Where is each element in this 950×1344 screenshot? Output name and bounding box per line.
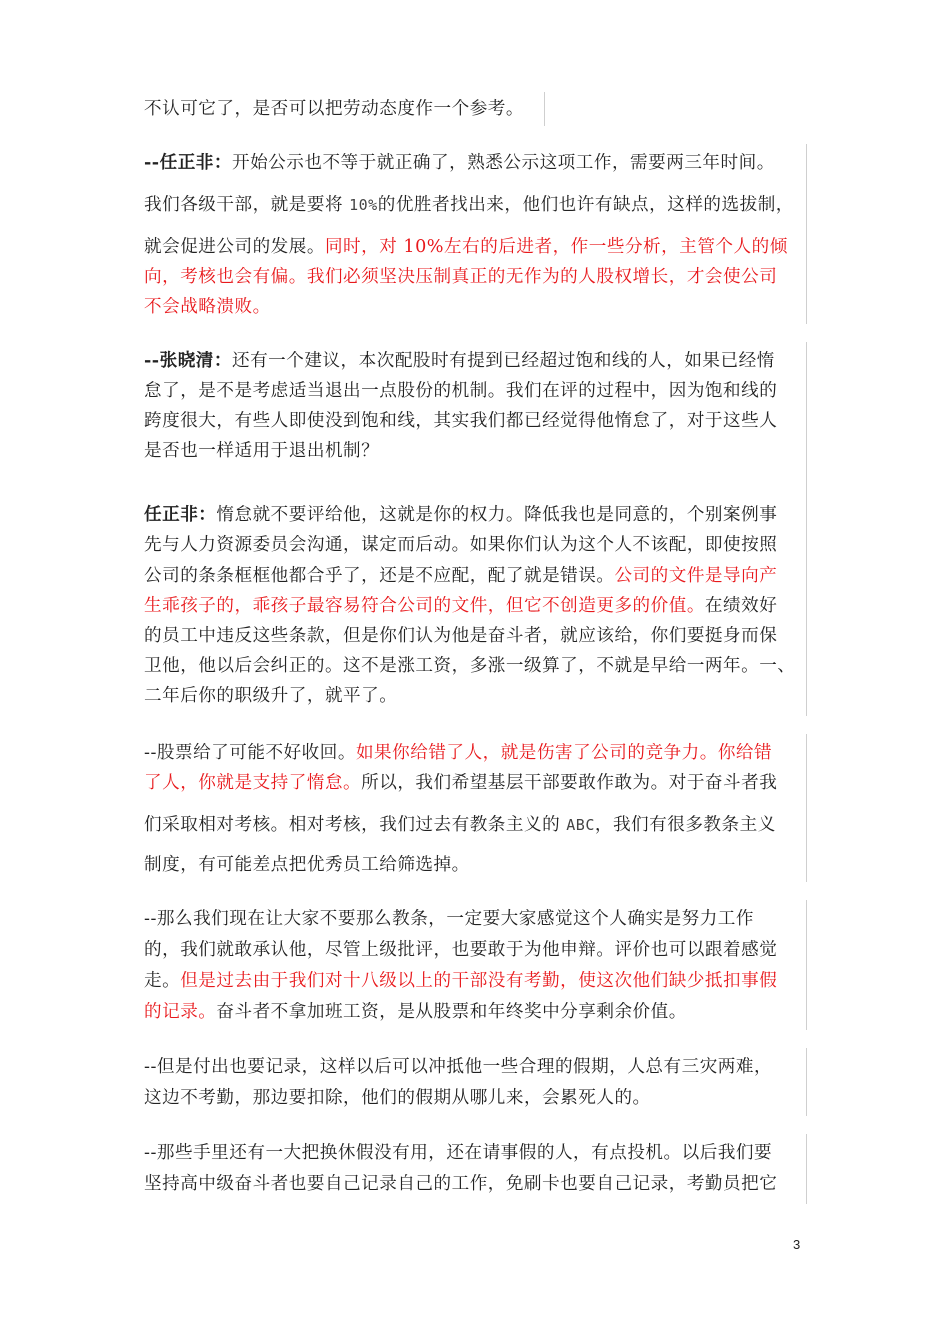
text-line [144,1001,687,1023]
text-line: 先与人力资源委员会沟通，谋定而后动。如果你们认为这个人不该配，即使按照 [144,535,778,555]
text-span: 还有一个建议，本次配股时有提到已经超过饱和线的人，如果已经惰 [231,351,775,371]
paragraph-block [142,900,807,1030]
highlight-span: 了人，你就是支持了惰怠。 [144,773,362,793]
text-line: 不认可它了，是否可以把劳动态度作一个参考。 [144,99,524,119]
text-line: 坚持高中级奋斗者也要自己记录自己的工作，免刷卡也要自己记录，考勤员把它 [144,1174,778,1194]
text-line: 这边不考勤，那边要扣除，他们的假期从哪儿来，会累死人的。 [144,1088,651,1108]
text-line [144,595,777,617]
text-span: 们采取相对考核。相对考核，我们过去有教条主义的 [144,815,567,835]
text-span: 开始公示也不等于就正确了，熟悉公示这项工作，需要两三年时间。 [231,153,775,173]
text-span: ，我们有很多教条主义 [594,815,776,835]
highlight-span: 同时，对 10%左右的后进者，作一些分析，主管个人的倾 [324,237,788,257]
paragraph-block [142,342,807,472]
text-line [144,194,794,216]
text-line [144,350,775,372]
highlight-span: 的记录。 [144,1002,217,1022]
text-span: 公司的条条框框他都合乎了，还是不应配，配了就是错误。 [144,566,615,586]
highlight-span: 生乖孩子的，乖孩子最容易符合公司的文件，但它不创造更多的价值。 [144,596,705,616]
text-span: 我们各级干部，就是要将 [144,195,350,215]
text-line: 二年后你的职级升了，就平了。 [144,686,398,706]
text-line: --但是付出也要记录，这样以后可以冲抵他一些合理的假期，人总有三灾两难， [144,1057,773,1077]
highlight-span: 但是过去由于我们对十八级以上的干部没有考勤，使这次他们缺少抵扣事假 [180,971,778,991]
text-line [144,152,775,174]
speaker-label: --张晓清： [144,350,232,371]
highlight-span: 公司的文件是导向产 [614,566,778,586]
paragraph-block [142,92,545,126]
text-line: 是否也一样适用于退出机制？ [144,441,380,461]
number-span: 10% [349,196,378,214]
text-span: 在绩效好 [704,596,778,616]
text-line: --那么我们现在让大家不要那么教条，一定要大家感觉这个人确实是努力工作 [144,909,754,929]
number-span: ABC [566,816,595,834]
text-span: 走。 [144,971,181,991]
text-line: 怠了，是不是考虑适当退出一点股份的机制。我们在评的过程中，因为饱和线的 [144,381,778,401]
text-span: 所以，我们希望基层干部要敢作敢为。对于奋斗者我 [361,773,778,793]
text-line: 制度，有可能差点把优秀员工给筛选掉。 [144,855,470,875]
text-line [144,742,772,764]
speaker-label: --任正非： [144,152,232,173]
text-line [144,236,788,258]
highlight-span: 如果你给错了人，就是伤害了公司的竞争力。你给错 [355,743,773,763]
text-line: 的，我们就敢承认他，尽管上级批评，也要敢于为他申辩。评价也可以跟着感觉 [144,940,778,960]
highlight-line: 不会战略溃败。 [144,297,271,317]
text-line: 跨度很大，有些人即使没到饱和线，其实我们都已经觉得他惰怠了，对于这些人 [144,411,778,431]
text-span: 的优胜者找出来，他们也许有缺点，这样的选拔制， [377,195,794,215]
paragraph-block [142,472,807,716]
text-line [144,814,776,836]
text-line: 的员工中违反这些条款，但是你们认为他是奋斗者，就应该给，你们要挺身而保 [144,626,778,646]
paragraph-block [142,1048,807,1116]
text-line: --那些手里还有一大把换休假没有用，还在请事假的人，有点投机。以后我们要 [144,1143,773,1163]
text-line [144,970,777,992]
paragraph-block [142,1134,807,1204]
text-line [144,504,777,526]
paragraph-block [142,734,807,882]
text-span: 惰怠就不要评给他，这就是你的权力。降低我也是同意的，个别案例事 [216,505,778,525]
paragraph-block [142,144,807,324]
speaker-label: 任正非： [144,504,217,525]
text-line [144,772,777,794]
text-line: 卫他，他以后会纠正的。这不是涨工资，多涨一级算了，不就是早给一两年。一、 [144,656,796,676]
text-span: 就会促进公司的发展。 [144,237,325,257]
text-span: 奋斗者不拿加班工资，是从股票和年终奖中分享剩余价值。 [216,1002,687,1022]
highlight-line: 向，考核也会有偏。我们必须坚决压制真正的无作为的人股权增长，才会使公司 [144,267,778,287]
text-line [144,565,777,587]
text-span: --股票给了可能不好收回。 [144,743,356,763]
page-number: 3 [793,1237,801,1252]
